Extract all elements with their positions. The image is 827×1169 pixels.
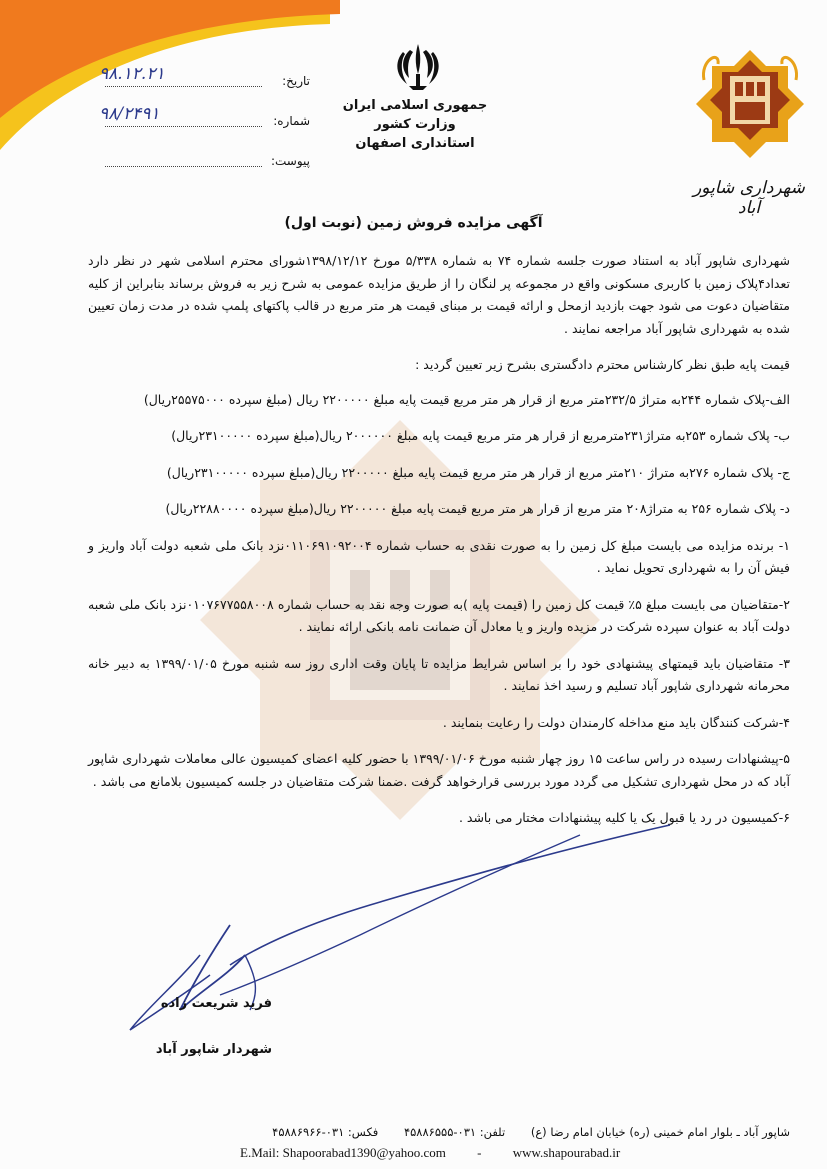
municipality-logo-icon (690, 40, 810, 200)
document-body (88, 250, 790, 844)
condition-4-paragraph: ۴-شرکت کنندگان باید منع مداخله کارمندان دولت را رعایت بنمایند . (442, 714, 790, 730)
plot-a-paragraph: الف-پلاک شماره ۲۴۴به متراژ ۲۳۲/۵متر مربع از قرار هر متر مربع قیمت پایه مبلغ ۲۲۰۰۰۰۰ ریال (مبلغ سپرده ۲۵۵۷۵۰۰۰ریال) (143, 391, 790, 407)
municipality-name: شهرداری شاپور آباد (693, 178, 805, 218)
signatory-title: شهردار شاپور آباد (155, 1042, 272, 1057)
number-dotted-line (105, 126, 262, 127)
plot-c-paragraph: ج- پلاک شماره ۲۷۶به متراژ ۲۱۰متر مربع از قرار هر متر مربع قیمت پایه مبلغ ۲۲۰۰۰۰۰ ریال(مبلغ سپرده ۲۳۱۰۰۰۰۰ریال) (166, 464, 790, 480)
date-value: ۹۸.۱۲.۲۱ (99, 64, 165, 84)
footer-website[interactable]: www.shapourabad.ir (512, 1145, 621, 1160)
ministry-line-province: استانداری اصفهان (355, 136, 475, 151)
condition-2-paragraph: ۲-متقاضیان می بایست مبلغ ۵٪ قیمت کل زمین را (قیمت پایه )به صورت وجه نقد به حساب شماره ۰۱۰۷۶۷۷۵۵۸۰۰۸نزد بانک ملی شعبه دولت آباد به عنوان سپرده شرکت در مزیده واریز و یا معادل آن ضمانت نامه بانکی ارائه نمایند . (88, 596, 790, 634)
condition-6-paragraph: ۶-کمیسیون در رد یا قبول یک یا کلیه پیشنهادات مختار می باشد . (458, 810, 790, 825)
ministry-header (340, 96, 490, 153)
footer-email[interactable]: E.Mail: Shapoorabad1390@yahoo.com (240, 1145, 446, 1160)
date-label: تاریخ: (282, 74, 310, 88)
plot-b-paragraph: ب- پلاک شماره ۲۵۳به متراژ۲۳۱مترمربع از قرار هر متر مربع قیمت پایه مبلغ ۲۰۰۰۰۰۰ ریال(مبلغ سپرده ۲۳۱۰۰۰۰۰ریال) (171, 428, 790, 443)
attachment-dotted-line (105, 166, 262, 167)
ministry-line-ministry: وزارت کشور (374, 117, 456, 132)
condition-5-paragraph: ۵-پیشنهادات رسیده در راس ساعت ۱۵ روز چهار شنبه مورخ ۱۳۹۹/۰۱/۰۶ با حضور کلیه اعضای کمیسیون عالی معاملات شهرداری شاپور آباد که در محل شهرداری تشکیل می گردد مورد بررسی قرارخواهد گرفت .ضمنا شرکت متقاضیان در جلسه کمیسیون بلامانع می باشد . (88, 751, 790, 789)
number-value: ۹۸/۲۴۹۱ (99, 104, 160, 124)
intro-paragraph: شهرداری شاپور آباد به استناد صورت جلسه شماره ۷۴ به شماره ۵/۳۳۸ مورخ ۱۳۹۸/۱۲/۱۲شورای محترم اسلامی شهر در نظر دارد تعداد۴پلاک زمین با کاربری مسکونی واقع در مجموعه پر لنگان را از طریق مزایده عمومی به شرح زیر به فروش برساند بنابراین از کلیه متقاضیان دعوت می شود جهت بازدید ازمحل و ارائه قیمت بر مبنای قیمت هر متر مربع در قالب پاکتهای پلمپ شده در مدت زمان تعیین شده به شهرداری شاپور آباد مراجعه نمایند . (88, 253, 790, 336)
attachment-row (95, 154, 310, 194)
base-price-paragraph: قیمت پایه طبق نظر کارشناس محترم دادگستری بشرح زیر تعیین گردید : (415, 357, 790, 372)
footer-address: شاپور آباد ـ بلوار امام خمینی (ره) خیابان امام رضا (ع) (530, 1125, 790, 1139)
number-row (95, 104, 310, 154)
plot-d-paragraph: د- پلاک شماره ۲۵۶ به متراژ۲۰۸ متر مربع از قرار هر متر مربع قیمت پایه مبلغ ۲۲۰۰۰۰۰ ریال(مبلغ سپرده ۲۲۸۸۰۰۰۰ریال) (165, 501, 790, 516)
condition-1-paragraph: ۱- برنده مزایده می بایست مبلغ کل زمین را به صورت نقدی به حساب شماره ۰۱۱۰۶۹۱۰۹۲۰۰۴نزد بانک ملی شعبه دولت آباد واریز و فیش آن را به شهرداری تحویل نماید . (88, 537, 790, 575)
letter-meta (95, 64, 310, 194)
footer-address-line (150, 1125, 790, 1139)
footer-separator: - (477, 1145, 482, 1160)
footer-phone: تلفن: ۰۳۱-۴۵۸۸۶۵۵۵ (403, 1125, 506, 1139)
footer-fax: فکس: ۰۳۱-۴۵۸۸۶۹۶۶ (272, 1125, 379, 1139)
attachment-label: پیوست: (270, 154, 310, 168)
number-label: شماره: (273, 114, 310, 128)
date-dotted-line (105, 86, 262, 87)
ministry-line-country: جمهوری اسلامی ایران (342, 98, 488, 113)
iran-emblem-icon (395, 40, 441, 92)
signatory-name: فرید شریعت زاده (160, 996, 272, 1011)
footer-contact-line (240, 1145, 680, 1161)
document-title: آگهی مزایده فروش زمین (نوبت اول) (284, 215, 543, 231)
condition-3-paragraph: ۳- متقاضیان باید قیمتهای پیشنهادی خود را بر اساس شرایط مزایده تا پایان وقت اداری روز سه شنبه مورخ ۱۳۹۹/۰۱/۰۵ به دبیر خانه محرمانه شهرداری شاپور آباد تسلیم و رسید اخذ نمایند . (88, 655, 790, 693)
